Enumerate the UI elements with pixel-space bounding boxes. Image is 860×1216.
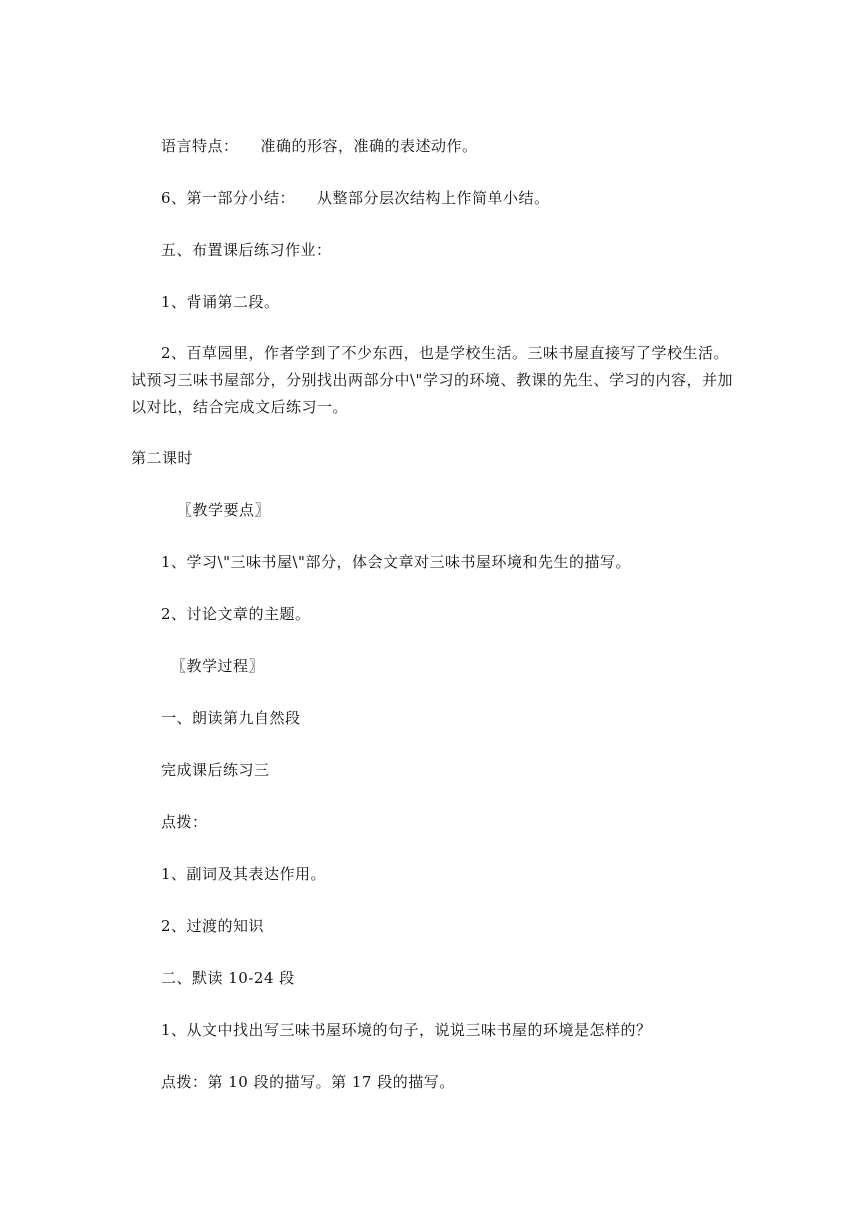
- homework-item-2: 2、百草园里，作者学到了不少东西，也是学校生活。三味书屋直接写了学校生活。试预习三味书屋部分，分别找出两部分中\"学习的环境、教课的先生、学习的内容，并加以对比，结合完成文后练习一。: [131, 344, 733, 416]
- hint-label-1: 点拨：: [161, 813, 208, 831]
- part-one-summary-label: 6、第一部分小结：: [161, 189, 296, 207]
- homework-item-1: 1、背诵第二段。: [161, 293, 280, 311]
- question-environment: 1、从文中找出写三味书屋环境的句子，说说三味书屋的环境是怎样的？: [161, 1021, 652, 1039]
- teaching-process-heading: 〖教学过程〗: [171, 657, 265, 675]
- hint-paragraphs: 点拨：第 10 段的描写。第 17 段的描写。: [161, 1073, 455, 1091]
- second-lesson-heading: 第二课时: [131, 449, 194, 467]
- language-features-text: 准确的形容，准确的表述动作。: [260, 137, 478, 155]
- teaching-point-2: 2、讨论文章的主题。: [161, 605, 311, 623]
- homework-heading: 五、布置课后练习作业：: [161, 241, 332, 259]
- exercise-three-line: 完成课后练习三: [161, 761, 270, 779]
- hint-item-transition: 2、过渡的知识: [161, 917, 265, 935]
- part-one-summary-text: 从整部分层次结构上作简单小结。: [317, 189, 550, 207]
- language-features-line: [161, 136, 478, 156]
- teaching-points-heading: 〖教学要点〗: [177, 501, 271, 519]
- process-step-2: 二、默读 10-24 段: [161, 969, 295, 987]
- language-features-label: 语言特点：: [161, 137, 239, 155]
- hint-item-adverbs: 1、副词及其表达作用。: [161, 865, 327, 883]
- process-step-1: 一、朗读第九自然段: [161, 709, 301, 727]
- part-one-summary-line: [161, 188, 550, 208]
- teaching-point-1: 1、学习\"三味书屋\"部分，体会文章对三味书屋环境和先生的描写。: [161, 553, 631, 571]
